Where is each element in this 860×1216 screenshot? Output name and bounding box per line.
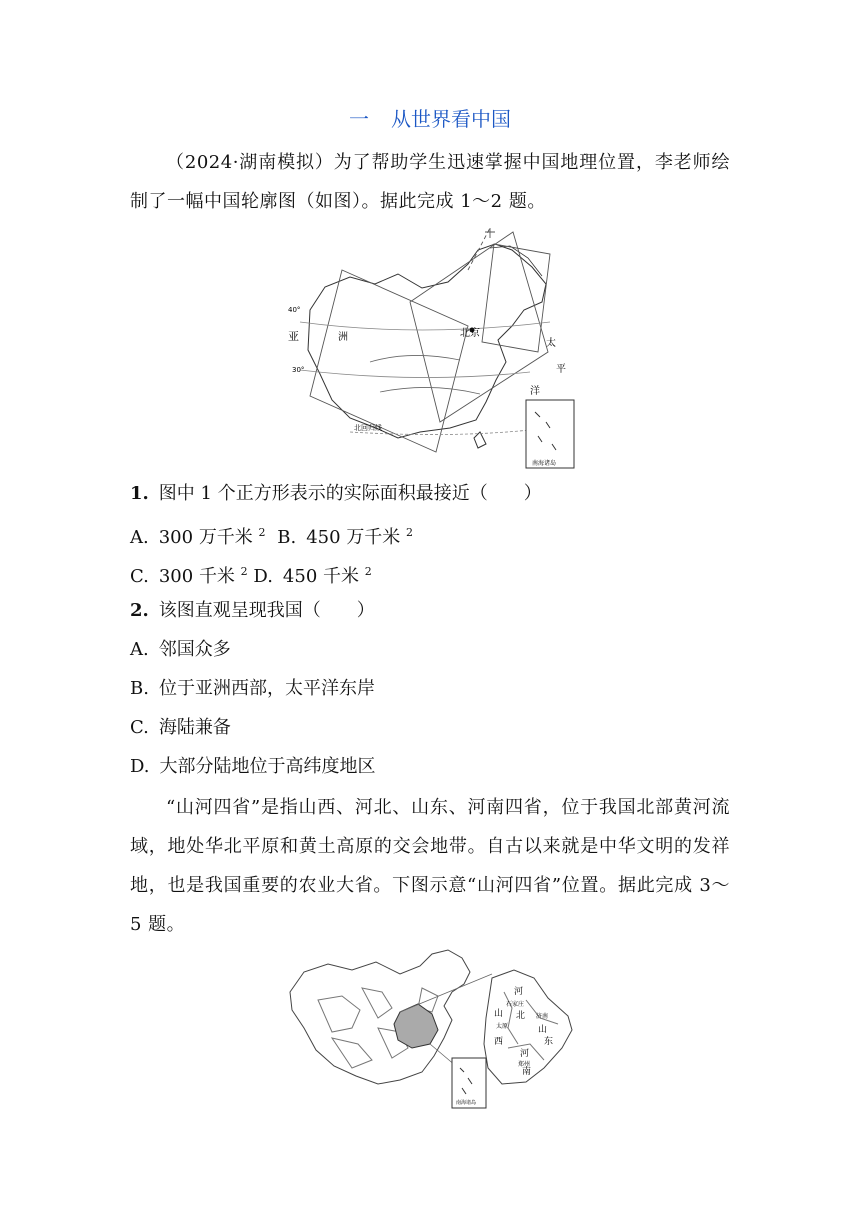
intro-paragraph-2: “山河四省”是指山西、河北、山东、河南四省，位于我国北部黄河流域，地处华北平原和黄土高原的交会地带。自古以来就是中华文明的发祥地，也是我国重要的农业大省。下图示意“山河四省”位置。据此完成 3～5 题。 bbox=[130, 797, 730, 935]
map1-label-pacific-1: 太 bbox=[546, 338, 556, 349]
four-provinces-shaded bbox=[394, 1004, 438, 1048]
option-2a-text: 邻国众多 bbox=[158, 639, 231, 660]
map2-label-zz: 郑州 bbox=[518, 1061, 531, 1068]
map2-label-shan-1: 山 bbox=[494, 1009, 504, 1019]
option-2a-label: A. bbox=[130, 639, 149, 660]
option-1a-sup: 2 bbox=[258, 526, 266, 539]
map2-label-dong: 东 bbox=[544, 1037, 554, 1047]
question-1-number: 1. bbox=[130, 483, 149, 504]
option-2c-label: C. bbox=[130, 717, 149, 738]
map1-label-lat40: 40° bbox=[288, 306, 301, 314]
option-2d bbox=[130, 752, 376, 782]
option-1b-label: B. bbox=[277, 527, 297, 548]
map1-label-asia-2: 洲 bbox=[338, 332, 348, 343]
option-2c-text: 海陆兼备 bbox=[158, 717, 231, 738]
map1-label-inset: 南海诸岛 bbox=[532, 460, 557, 467]
question-2-text: 该图直观呈现我国（ ） bbox=[158, 600, 375, 621]
map1-label-beijing: 北京 bbox=[460, 328, 480, 339]
square-left bbox=[310, 270, 468, 452]
map1-label-lat30: 30° bbox=[292, 366, 305, 374]
option-1a-text: 300 万千米 bbox=[158, 527, 253, 548]
option-1d-text: 450 千米 bbox=[282, 566, 359, 587]
map1-label-tropic: 北回归线 bbox=[354, 424, 382, 432]
option-2d-label: D. bbox=[130, 756, 150, 777]
option-2b bbox=[130, 674, 375, 704]
option-1c-label: C. bbox=[130, 566, 149, 587]
south-sea-inset bbox=[526, 400, 574, 468]
option-2b-label: B. bbox=[130, 678, 149, 699]
option-2c bbox=[130, 713, 231, 743]
intro-paragraph-1: （2024·湖南模拟）为了帮助学生迅速掌握中国地理位置，李老师绘制了一幅中国轮廓图（如图）。据此完成 1～2 题。 bbox=[130, 152, 730, 212]
square-right bbox=[482, 244, 550, 352]
map2-label-he-2: 河 bbox=[520, 1049, 530, 1059]
map1-label-asia-1: 亚 bbox=[288, 330, 299, 343]
map2-label-shan-2: 山 bbox=[538, 1025, 548, 1035]
map1-label-pacific-2: 平 bbox=[556, 364, 566, 375]
question-2-number: 2. bbox=[130, 600, 149, 621]
china-square-outline-map bbox=[280, 222, 590, 472]
map2-label-ty: 太原 bbox=[496, 1023, 509, 1030]
option-1d-label: D. bbox=[253, 566, 273, 587]
question-1-options-cd bbox=[130, 557, 372, 587]
question-1-text: 图中 1 个正方形表示的实际面积最接近（ ） bbox=[158, 483, 542, 504]
map2-label-bei: 北 bbox=[516, 1011, 526, 1021]
option-1b-text: 450 万千米 bbox=[306, 527, 401, 548]
lat-30-line bbox=[300, 370, 530, 378]
section-number: 一 bbox=[349, 107, 369, 131]
option-2b-text: 位于亚洲西部，太平洋东岸 bbox=[158, 678, 375, 699]
option-1d-sup: 2 bbox=[364, 565, 372, 578]
map2-label-jn: 济南 bbox=[536, 1013, 549, 1020]
option-2d-text: 大部分陆地位于高纬度地区 bbox=[159, 756, 376, 777]
map1-label-pacific-3: 洋 bbox=[530, 386, 540, 397]
question-2 bbox=[130, 596, 375, 626]
option-1c-sup: 2 bbox=[240, 565, 248, 578]
option-1a-label: A. bbox=[130, 527, 149, 548]
map2-label-inset: 南海诸岛 bbox=[456, 1100, 477, 1106]
lat-40-line bbox=[300, 322, 550, 330]
option-1c-text: 300 千米 bbox=[158, 566, 235, 587]
option-2a bbox=[130, 635, 231, 665]
shanhe-provinces-map bbox=[282, 948, 582, 1114]
map2-label-he-1: 河 bbox=[514, 987, 524, 997]
option-1b-sup: 2 bbox=[406, 526, 414, 539]
question-1-options-ab bbox=[130, 518, 413, 548]
map2-label-xi: 西 bbox=[494, 1037, 504, 1047]
section-title-text: 从世界看中国 bbox=[391, 107, 511, 131]
map2-label-sjz: 石家庄 bbox=[506, 1001, 525, 1008]
section-title bbox=[0, 103, 860, 132]
question-1 bbox=[130, 479, 542, 509]
map2-label-nan: 南 bbox=[522, 1067, 532, 1077]
